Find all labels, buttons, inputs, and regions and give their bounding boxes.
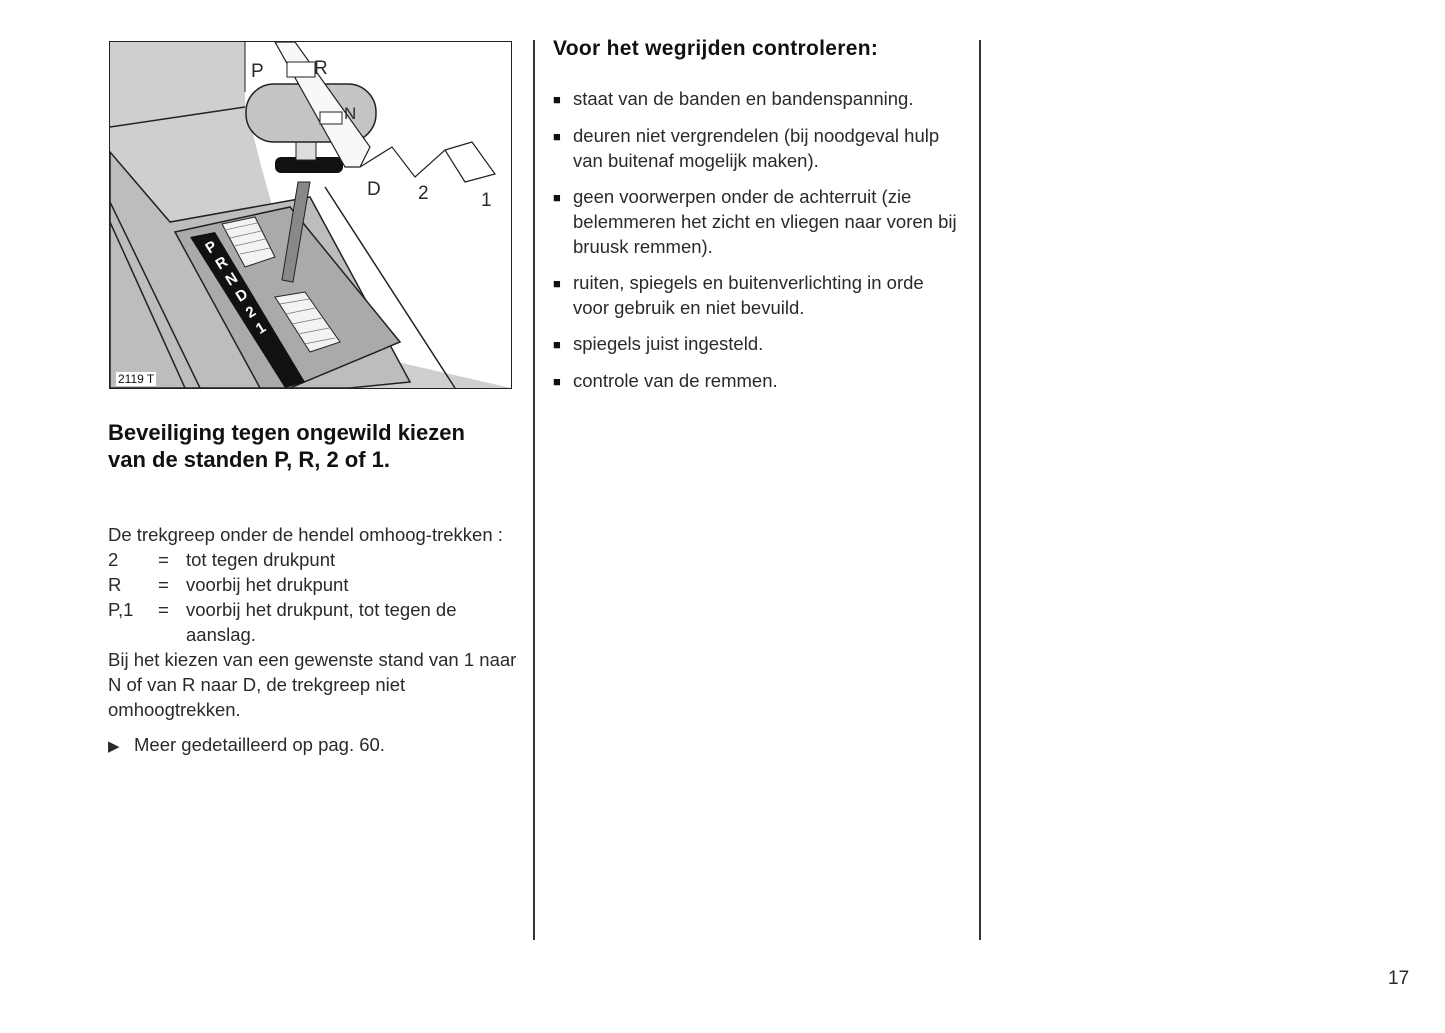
list-item <box>553 270 963 320</box>
definition-eq: = <box>158 599 169 620</box>
definition-key: P,1 <box>108 599 134 620</box>
definition-value: voorbij het drukpunt <box>186 574 349 595</box>
diagram-label-r: R <box>314 58 328 79</box>
bullet-icon: ■ <box>553 190 561 205</box>
diagram-label-p: P <box>251 61 264 82</box>
bullet-icon: ■ <box>553 92 561 107</box>
list-item <box>553 184 963 259</box>
list-item <box>553 123 963 173</box>
list-item <box>553 331 963 357</box>
gate-label: 2 <box>242 302 259 322</box>
bullet-icon: ■ <box>553 129 561 144</box>
more-info-link[interactable] <box>108 732 518 759</box>
intro-text: De trekgreep onder de hendel omhoog-trekken : <box>108 524 503 545</box>
definition-value: voorbij het drukpunt, tot tegen de aanslag. <box>186 599 457 645</box>
definition-eq: = <box>158 549 169 570</box>
section-heading-safety: Beveiliging tegen ongewild kiezen van de standen P, R, 2 of 1. <box>108 420 465 472</box>
list-item-text: spiegels juist ingesteld. <box>573 333 764 354</box>
diagram-label-n: N <box>344 104 357 123</box>
bullet-icon: ■ <box>553 276 561 291</box>
note-text: Bij het kiezen van een gewenste stand van 1 naar N of van R naar D, de trekgreep niet omhoogtrekken. <box>108 649 517 720</box>
diagram-label-d: D <box>367 179 381 200</box>
figure-code: 2119 T <box>118 372 155 386</box>
definition-row <box>108 572 518 597</box>
gate-label: 1 <box>252 318 269 338</box>
page-number: 17 <box>1388 968 1410 989</box>
list-item-text: deuren niet vergrendelen (bij noodgeval hulp van buitenaf mogelijk maken). <box>573 125 940 171</box>
checklist <box>553 86 963 405</box>
play-arrow-icon: ▶ <box>108 738 120 755</box>
gate-label: P <box>202 237 221 258</box>
definition-eq: = <box>158 574 169 595</box>
list-item-text: controle van de remmen. <box>573 370 778 391</box>
definition-row <box>108 597 518 647</box>
list-item <box>553 368 963 394</box>
gate-label: R <box>212 253 231 274</box>
list-item-text: ruiten, spiegels en buitenverlichting in orde voor gebruik en niet bevuild. <box>573 272 924 318</box>
gate-label: N <box>222 269 241 290</box>
bullet-icon: ■ <box>553 374 561 389</box>
column-divider <box>533 40 535 940</box>
bullet-icon: ■ <box>553 337 561 352</box>
gear-shift-drawing <box>110 42 511 388</box>
safety-body <box>108 522 518 759</box>
section-heading-checklist: Voor het wegrijden controleren: <box>553 37 879 60</box>
definition-key: 2 <box>108 549 119 570</box>
gate-label: D <box>232 285 251 306</box>
diagram-label-1: 1 <box>481 190 492 211</box>
list-item-text: staat van de banden en bandenspanning. <box>573 88 914 109</box>
more-info-text: Meer gedetailleerd op pag. 60. <box>134 734 385 755</box>
definition-value: tot tegen drukpunt <box>186 549 336 570</box>
column-divider <box>979 40 981 940</box>
diagram-label-2: 2 <box>418 183 429 204</box>
definition-row <box>108 547 518 572</box>
gear-selector-illustration <box>109 41 512 389</box>
list-item-text: geen voorwerpen onder de achterruit (zie belemmeren het zicht en vliegen naar voren bij bruusk remmen). <box>573 186 957 257</box>
list-item <box>553 86 963 112</box>
definition-key: R <box>108 574 122 595</box>
